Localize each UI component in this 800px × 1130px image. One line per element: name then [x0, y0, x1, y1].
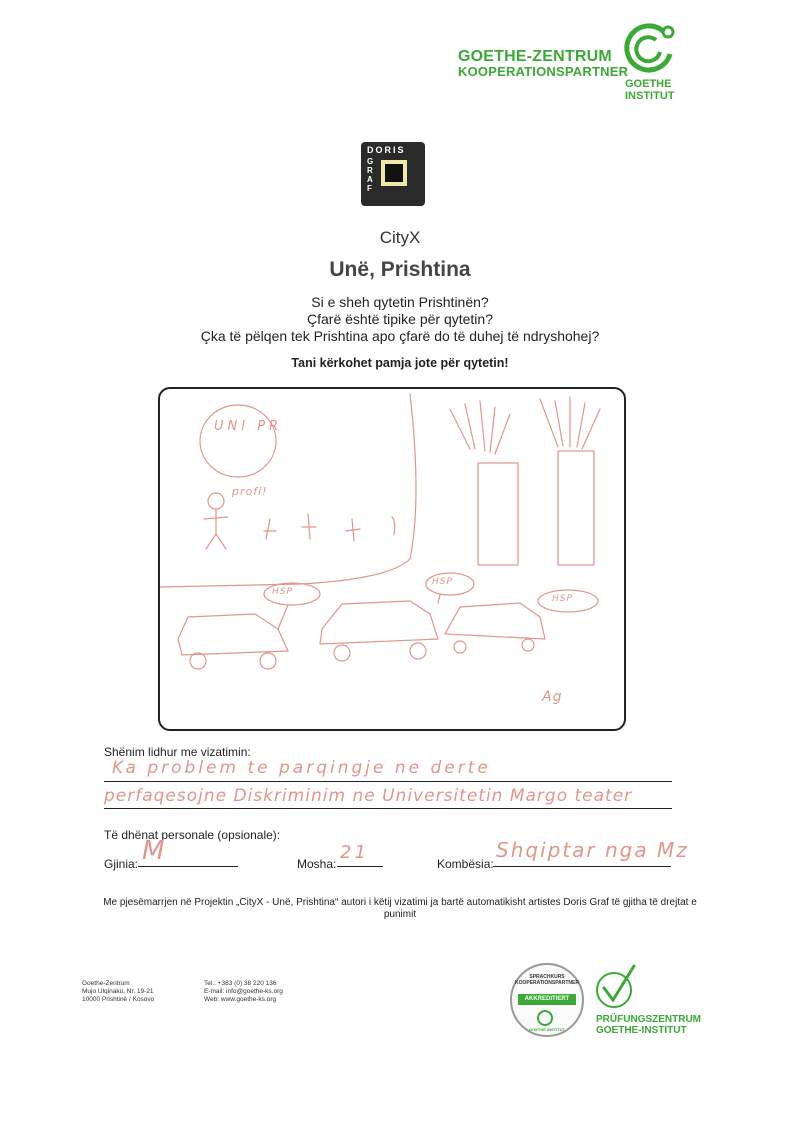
drawing-prompt: Tani kërkohet pamja jote për qytetin! [291, 356, 509, 370]
address-line: Goethe-Zentrum [82, 980, 130, 987]
seal-top-text: SPRACHKURS KOOPERATIONSPARTNER [515, 974, 579, 986]
question-1: Si e sheh qytetin Prishtinën? [311, 294, 489, 310]
gender-label: Gjinia: [104, 857, 139, 871]
goethe-institut-label [625, 78, 675, 102]
accreditation-seal [510, 963, 584, 1037]
footer-address [82, 980, 154, 1004]
drawing-frame [158, 387, 626, 731]
pruefungszentrum-label [596, 1014, 701, 1036]
contact-email: E-mail: info@goethe-ks.org [204, 988, 283, 995]
pz-line1: PRÜFUNGSZENTRUM [596, 1014, 701, 1025]
drawing-bubble-3: HSP [552, 594, 573, 604]
nationality-value: Shqiptar nga Mz [496, 838, 689, 862]
age-line [337, 866, 383, 867]
nationality-label: Kombësia: [437, 857, 494, 871]
doris-graf-logo [361, 142, 425, 206]
gender-line [138, 866, 238, 867]
doris-logo-text: DORIS [367, 145, 406, 155]
age-value: 21 [340, 842, 369, 863]
gender-value: M [142, 836, 168, 866]
goethe-seal-icon [536, 1009, 558, 1027]
note-label: Shënim lidhur me vizatimin: [104, 745, 251, 759]
institute-line2: INSTITUT [625, 90, 675, 102]
doris-logo-square [381, 160, 407, 186]
contact-phone: Tel.: +383 (0) 38 220 136 [204, 980, 277, 987]
question-3: Çka të pëlqen tek Prishtina apo çfarë do të duhej të ndryshohej? [200, 328, 600, 344]
drawing-sign-text: UNI PR [214, 419, 283, 434]
project-name: CityX [379, 228, 421, 247]
address-line: 10000 Prishtinë / Kosovo [82, 996, 155, 1003]
nationality-line [493, 866, 671, 867]
note-line-rule-1 [104, 781, 672, 782]
note-line-rule-2 [104, 808, 672, 809]
graf-logo-text: G R A F [367, 157, 374, 193]
institute-line1: GOETHE [625, 78, 672, 90]
address-line: Mujo Ulqinaku, Nr. 19-21 [82, 988, 154, 995]
personal-data-label: Të dhënat personale (opsionale): [104, 828, 281, 842]
contact-web: Web: www.goethe-ks.org [204, 996, 277, 1003]
age-label: Mosha: [297, 857, 337, 871]
drawing-bubble-2: HSP [432, 577, 453, 587]
page-title: Unë, Prishtina [329, 258, 471, 281]
footer-contact [204, 980, 283, 1004]
drawing-bubble-1: HSP [272, 587, 293, 597]
note-line-2: perfaqesojne Diskriminim ne Universitetin Margo teater [104, 786, 633, 806]
org-subtitle: KOOPERATIONSPARTNER [458, 64, 629, 79]
drawing-speech-text: profi! [232, 485, 268, 498]
seal-bottom-text: GOETHE INSTITUT [529, 1027, 565, 1032]
goethe-zentrum-logo-text [458, 48, 628, 79]
seal-banner: AKKREDITIERT [518, 994, 576, 1005]
pz-line2: GOETHE-INSTITUT [596, 1025, 687, 1036]
drawing-sketch [160, 389, 624, 729]
rights-disclaimer: Me pjesëmarrjen në Projektin „CityX - Unë, Prishtina“ autori i këtij vizatimi ja bartë automatikisht artistes Doris Graf të gjitha të drejtat e punimit [103, 897, 697, 920]
note-line-1: Ka problem te parqingje ne derte [112, 758, 491, 778]
checkmark-logo-icon [594, 962, 640, 1010]
drawing-signature: Ag [542, 689, 563, 705]
goethe-logo-icon [620, 22, 676, 78]
org-name: GOETHE-ZENTRUM [458, 48, 612, 65]
question-2: Çfarë është tipike për qytetin? [307, 311, 493, 327]
